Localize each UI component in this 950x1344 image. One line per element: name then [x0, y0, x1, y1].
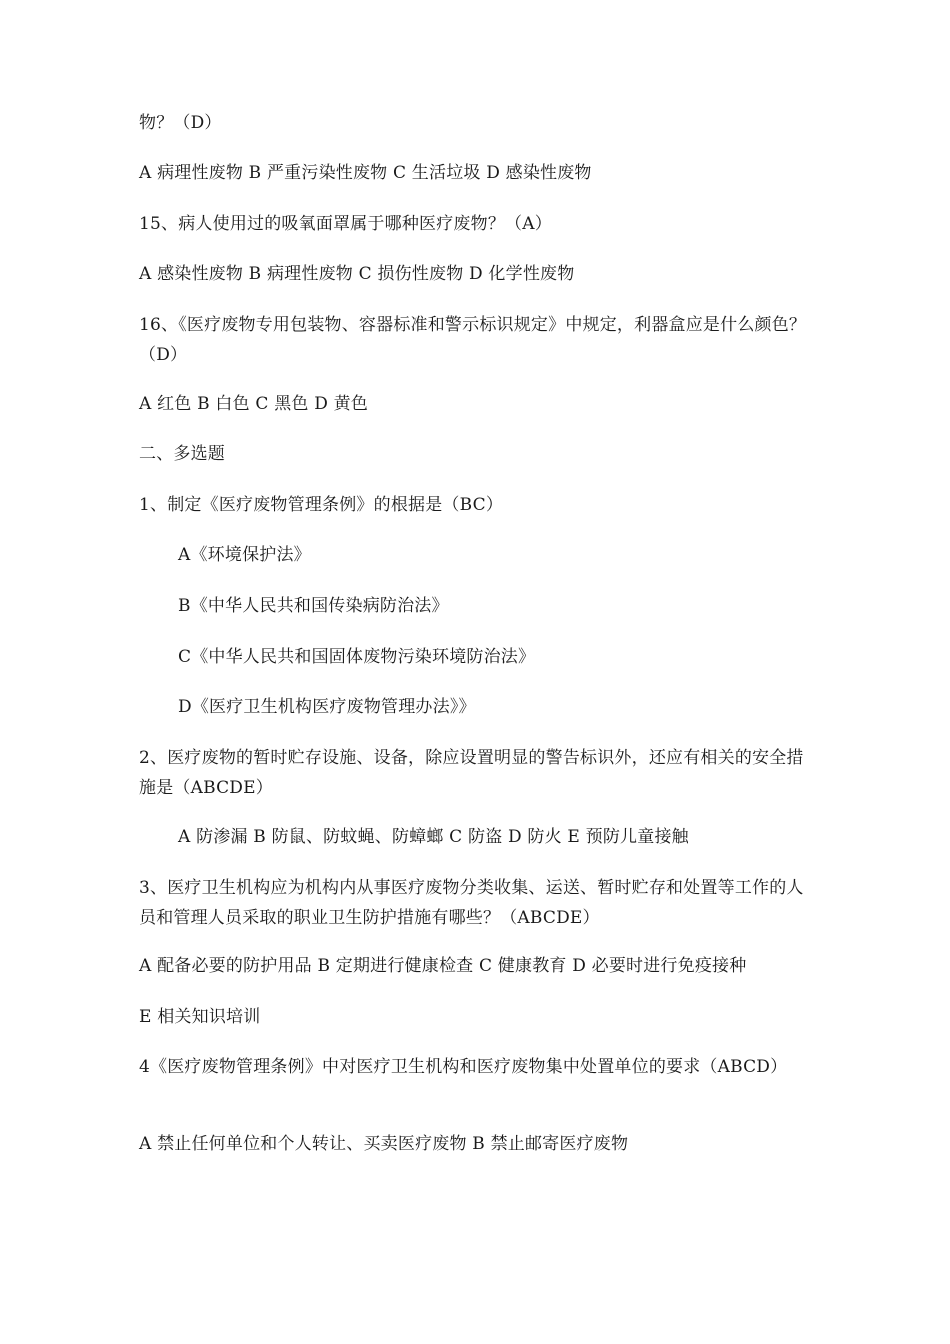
paragraph-mq1: 1、制定《医疗废物管理条例》的根据是（BC） [139, 495, 504, 515]
paragraph-mq3-option-e: E 相关知识培训 [139, 1007, 261, 1027]
paragraph-mq1-option-a: A《环境保护法》 [178, 545, 311, 565]
paragraph-mq3-options: A 配备必要的防护用品 B 定期进行健康检查 C 健康教育 D 必要时进行免疫接种 [139, 956, 747, 976]
paragraph-mq1-option-c: C《中华人民共和国固体废物污染环境防治法》 [178, 647, 536, 667]
section-heading-multiple-choice: 二、多选题 [139, 444, 225, 464]
paragraph-q14-continuation: 物？（D） [139, 113, 222, 133]
paragraph-q16: 16、《医疗废物专用包装物、容器标准和警示标识规定》中规定，利器盒应是什么颜色？（D） [139, 315, 807, 365]
paragraph-mq4-options: A 禁止任何单位和个人转让、买卖医疗废物 B 禁止邮寄医疗废物 [139, 1134, 629, 1154]
paragraph-q15: 15、病人使用过的吸氧面罩属于哪种医疗废物？（A） [139, 214, 552, 234]
paragraph-q14-options: A 病理性废物 B 严重污染性废物 C 生活垃圾 D 感染性废物 [139, 163, 592, 183]
paragraph-mq2-options: A 防渗漏 B 防鼠、防蚊蝇、防蟑螂 C 防盗 D 防火 E 预防儿童接触 [178, 827, 689, 847]
paragraph-mq2: 2、医疗废物的暂时贮存设施、设备，除应设置明显的警告标识外，还应有相关的安全措施是（ABCDE） [139, 748, 804, 798]
paragraph-mq4: 4《医疗废物管理条例》中对医疗卫生机构和医疗废物集中处置单位的要求（ABCD） [139, 1057, 788, 1077]
paragraph-mq1-option-d: D《医疗卫生机构医疗废物管理办法》》 [178, 697, 476, 717]
paragraph-mq1-option-b: B《中华人民共和国传染病防治法》 [178, 596, 449, 616]
paragraph-q16-options: A 红色 B 白色 C 黑色 D 黄色 [139, 394, 369, 414]
paragraph-q15-options: A 感染性废物 B 病理性废物 C 损伤性废物 D 化学性废物 [139, 264, 575, 284]
paragraph-mq3: 3、医疗卫生机构应为机构内从事医疗废物分类收集、运送、暂时贮存和处置等工作的人员和管理人员采取的职业卫生防护措施有哪些？（ABCDE） [139, 878, 804, 928]
